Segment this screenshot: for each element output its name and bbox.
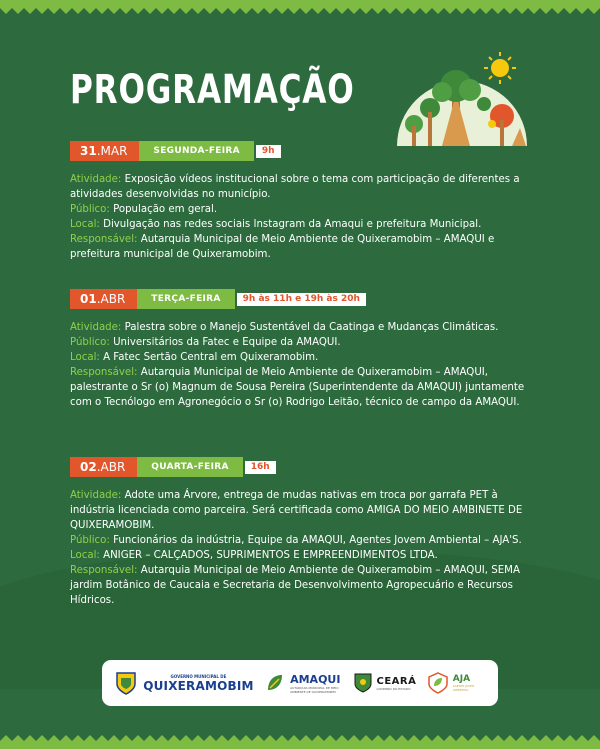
responsavel-text: Autarquia Municipal de Meio Ambiente de Quixeramobim – AMAQUI e prefeitura municipal de Quixeramobim. — [70, 234, 495, 260]
page-title: PROGRAMAÇÃO — [70, 67, 355, 113]
event-month: .ABR — [96, 292, 126, 306]
event-date-bar — [70, 289, 540, 309]
publico-text: Funcionários da indústria, Equipe da AMAQUI, Agentes Jovem Ambiental – AJA'S. — [113, 535, 522, 546]
ceara-small-text: GOVERNO DO ESTADO — [376, 686, 411, 691]
event-section-2 — [70, 289, 540, 410]
trees-illustration — [392, 46, 532, 156]
ceara-crest-icon — [353, 672, 373, 694]
publico-label: Público: — [70, 204, 110, 215]
aja-small-text: AGENTE JOVEM AMBIENTAL — [452, 684, 475, 692]
publico-label: Público: — [70, 337, 110, 348]
ceara-logo — [353, 672, 417, 694]
gov-small-text: GOVERNO MUNICIPAL DE — [170, 673, 227, 679]
local-text: A Fatec Sertão Central em Quixeramobim. — [103, 352, 319, 363]
event-weekday: QUARTA-FEIRA — [137, 457, 242, 477]
event-section-1 — [70, 141, 540, 262]
event-section-3 — [70, 457, 540, 608]
atividade-label: Atividade: — [70, 174, 122, 185]
aja-logo — [427, 672, 487, 694]
local-label: Local: — [70, 352, 100, 363]
event-time: 16h — [245, 461, 276, 474]
amaqui-logo — [264, 672, 342, 694]
amaqui-name: AMAQUI — [290, 672, 341, 686]
publico-text: População em geral. — [113, 204, 218, 215]
event-weekday: TERÇA-FEIRA — [137, 289, 234, 309]
event-weekday: SEGUNDA-FEIRA — [139, 141, 253, 161]
event-date-bar — [70, 457, 540, 477]
responsavel-label: Responsável: — [70, 234, 138, 245]
event-time: 9h — [256, 145, 281, 158]
responsavel-label: Responsável: — [70, 565, 138, 576]
event-details — [70, 320, 540, 410]
event-day: 31 — [80, 144, 97, 158]
event-month: .MAR — [96, 144, 128, 158]
ceara-name: CEARÁ — [376, 675, 417, 687]
event-details — [70, 172, 540, 262]
event-month: .ABR — [96, 460, 126, 474]
quixeramobim-logo — [113, 670, 253, 696]
amaqui-small-text: AUTARQUIA MUNICIPAL DE MEIO AMBIENTE DE QUIXERAMOBIM — [290, 685, 339, 694]
aja-badge-icon — [427, 672, 449, 694]
event-date-badge — [70, 457, 137, 477]
atividade-label: Atividade: — [70, 322, 122, 333]
local-text: ANIGER – CALÇADOS, SUPRIMENTOS E EMPREENDIMENTOS LTDA. — [103, 550, 438, 561]
sponsor-logos-bar — [102, 660, 498, 706]
atividade-label: Atividade: — [70, 490, 122, 501]
atividade-text: Adote uma Árvore, entrega de mudas nativas em troca por garrafa PET à indústria licenciada como parceira. Será certificada como AMIGA DO MEIO AMBINETE DE QUIXERAMOBIM. — [70, 490, 523, 531]
publico-text: Universitários da Fatec e Equipe da AMAQUI. — [113, 337, 341, 348]
bottom-zigzag-border — [0, 735, 600, 749]
local-label: Local: — [70, 550, 100, 561]
event-time: 9h às 11h e 19h às 20h — [237, 293, 366, 306]
local-text: Divulgação nas redes sociais Instagram da Amaqui e prefeitura Municipal. — [103, 219, 482, 230]
responsavel-text: Autarquia Municipal de Meio Ambiente de Quixeramobim – AMAQUI, palestrante o Sr (o) Magnum de Sousa Pereira (Superintendente da AMAQUI) juntamente com o Tecnólogo em Agronegócio o Sr (o) Rodrigo Leitão, técnico de campo da AMAQUI. — [70, 367, 525, 408]
publico-label: Público: — [70, 535, 110, 546]
gov-name: QUIXERAMOBIM — [143, 678, 254, 693]
atividade-text: Exposição vídeos institucional sobre o tema com participação de diferentes a atividades desenvolvidas no município. — [70, 174, 520, 200]
event-details — [70, 488, 540, 608]
local-label: Local: — [70, 219, 100, 230]
event-date-badge — [70, 141, 139, 161]
responsavel-label: Responsável: — [70, 367, 138, 378]
atividade-text: Palestra sobre o Manejo Sustentável da Caatinga e Mudanças Climáticas. — [124, 322, 499, 333]
event-date-badge — [70, 289, 137, 309]
amaqui-leaf-icon — [264, 672, 286, 694]
event-day: 01 — [80, 292, 97, 306]
top-zigzag-border — [0, 0, 600, 14]
responsavel-text: Autarquia Municipal de Meio Ambiente de Quixeramobim – AMAQUI, SEMA jardim Botânico de Caucaia e Secretaria de Desenvolvimento Agropecuário e Recursos Hídricos. — [70, 565, 520, 606]
event-day: 02 — [80, 460, 97, 474]
quixeramobim-crest-icon — [113, 670, 139, 696]
aja-name: AJA — [452, 674, 471, 684]
event-date-bar — [70, 141, 540, 161]
